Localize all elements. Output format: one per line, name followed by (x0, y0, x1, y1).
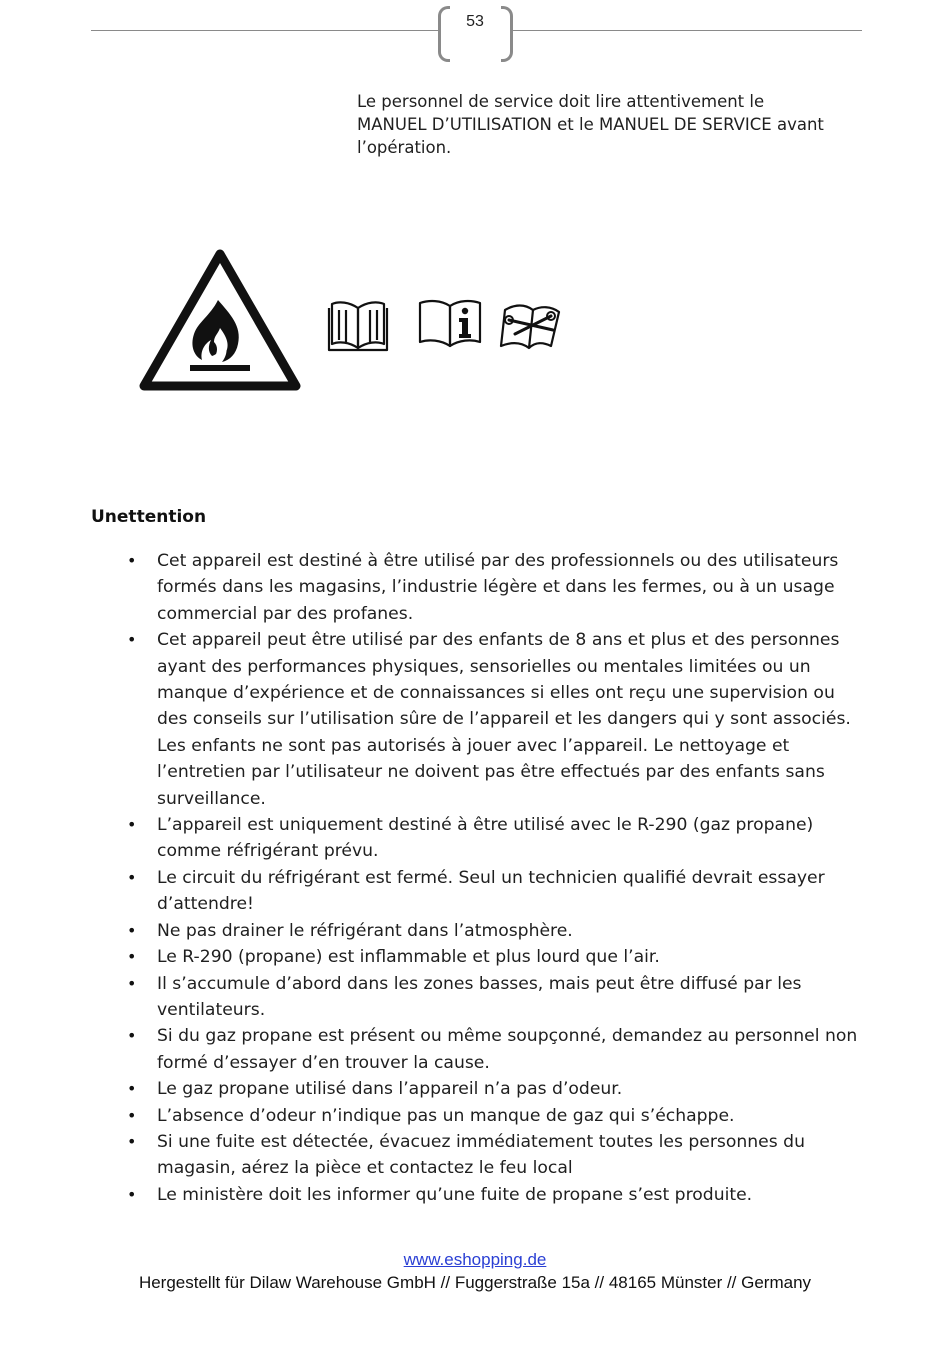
list-item: • Il s’accumule d’abord dans les zones basses, mais peut être diffusé par les ventilateurs. (157, 971, 869, 1024)
intro-paragraph: Le personnel de service doit lire attentivement le MANUEL D’UTILISATION et le MANUEL DE SERVICE avant l’opération. (357, 92, 824, 157)
list-item: • Si du gaz propane est présent ou même soupçonné, demandez au personnel non formé d’essayer d’en trouver la cause. (157, 1023, 869, 1076)
section-title: Unettention (91, 507, 207, 527)
list-item: • L’absence d’odeur n’indique pas un manque de gaz qui s’échappe. (157, 1103, 869, 1129)
flammable-warning-icon (138, 248, 302, 392)
page-number: 53 (466, 13, 484, 30)
read-manual-icon (327, 298, 389, 354)
footer-website-link[interactable]: www.eshopping.de (403, 1250, 547, 1269)
bullet-list (157, 548, 869, 1208)
information-manual-icon (417, 298, 483, 348)
list-item: • L’appareil est uniquement destiné à être utilisé avec le R-290 (gaz propane) comme réfrigérant prévu. (157, 812, 869, 865)
footer-address: Hergestellt für Dilaw Warehouse GmbH // Fuggerstraße 15a // 48165 Münster // Germany (138, 1273, 812, 1292)
list-item: • Cet appareil peut être utilisé par des enfants de 8 ans et plus et des personnes ayant des performances physiques, sensorielles ou mentales limitées ou un manque d’expérience et de connaissances si elles ont reçu une supervision ou des conseils sur l’utilisation sûre de l’appareil et les dangers qui y sont associés. Les enfants ne sont pas autorisés à jouer avec l’appareil. Le nettoyage et l’entretien par l’utilisateur ne doivent pas être effectués par des enfants sans surveillance. (157, 627, 869, 812)
list-item: • Ne pas drainer le réfrigérant dans l’atmosphère. (157, 918, 869, 944)
service-manual-icon (499, 300, 563, 354)
list-item: • Le circuit du réfrigérant est fermé. Seul un technicien qualifié devrait essayer d’attendre! (157, 865, 869, 918)
list-item: • Si une fuite est détectée, évacuez immédiatement toutes les personnes du magasin, aérez la pièce et contactez le feu local (157, 1129, 869, 1182)
list-item: • Le gaz propane utilisé dans l’appareil n’a pas d’odeur. (157, 1076, 869, 1102)
list-item: • Le R-290 (propane) est inflammable et plus lourd que l’air. (157, 944, 869, 970)
page-number-bracket-right (501, 6, 513, 62)
list-item: • Le ministère doit les informer qu’une fuite de propane s’est produite. (157, 1182, 869, 1208)
page-number-bracket-left (438, 6, 450, 62)
header-rule-left (91, 30, 439, 31)
header-rule-right (511, 30, 862, 31)
list-item: • Cet appareil est destiné à être utilisé par des professionnels ou des utilisateurs formés dans les magasins, l’industrie légère et dans les fermes, ou à un usage commercial par des profanes. (157, 548, 869, 627)
